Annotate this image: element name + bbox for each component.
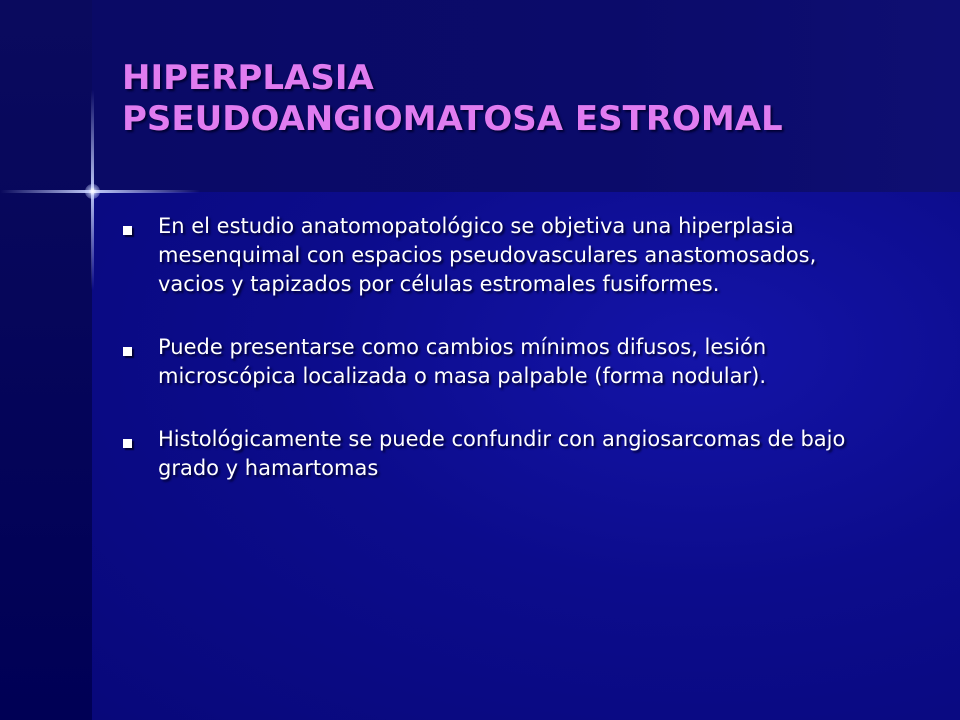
star-flare-icon bbox=[85, 184, 100, 199]
bullet-text: Histológicamente se puede confundir con angiosarcomas de bajo grado y hamartomas bbox=[158, 427, 846, 480]
slide-title-line-2: PSEUDOANGIOMATOSA ESTROMAL bbox=[122, 99, 783, 139]
square-bullet-icon bbox=[123, 226, 132, 235]
square-bullet-icon bbox=[123, 347, 132, 356]
bullet-text: En el estudio anatomopatológico se objetiva una hiperplasia mesenquimal con espacios pseudovasculares anastomosados, vacios y tapizados por células estromales fusiformes. bbox=[158, 214, 817, 296]
bullet-list bbox=[118, 212, 888, 517]
bullet-item bbox=[118, 212, 888, 299]
square-bullet-icon bbox=[123, 439, 132, 448]
bullet-text: Puede presentarse como cambios mínimos difusos, lesión microscópica localizada o masa palpable (forma nodular). bbox=[158, 335, 767, 388]
slide-title-line-1: HIPERPLASIA bbox=[122, 58, 374, 98]
background-left-band bbox=[0, 0, 92, 720]
bullet-item bbox=[118, 425, 888, 483]
bullet-item bbox=[118, 333, 888, 391]
star-flare-horizontal-icon bbox=[0, 190, 200, 193]
slide-title bbox=[122, 58, 922, 140]
